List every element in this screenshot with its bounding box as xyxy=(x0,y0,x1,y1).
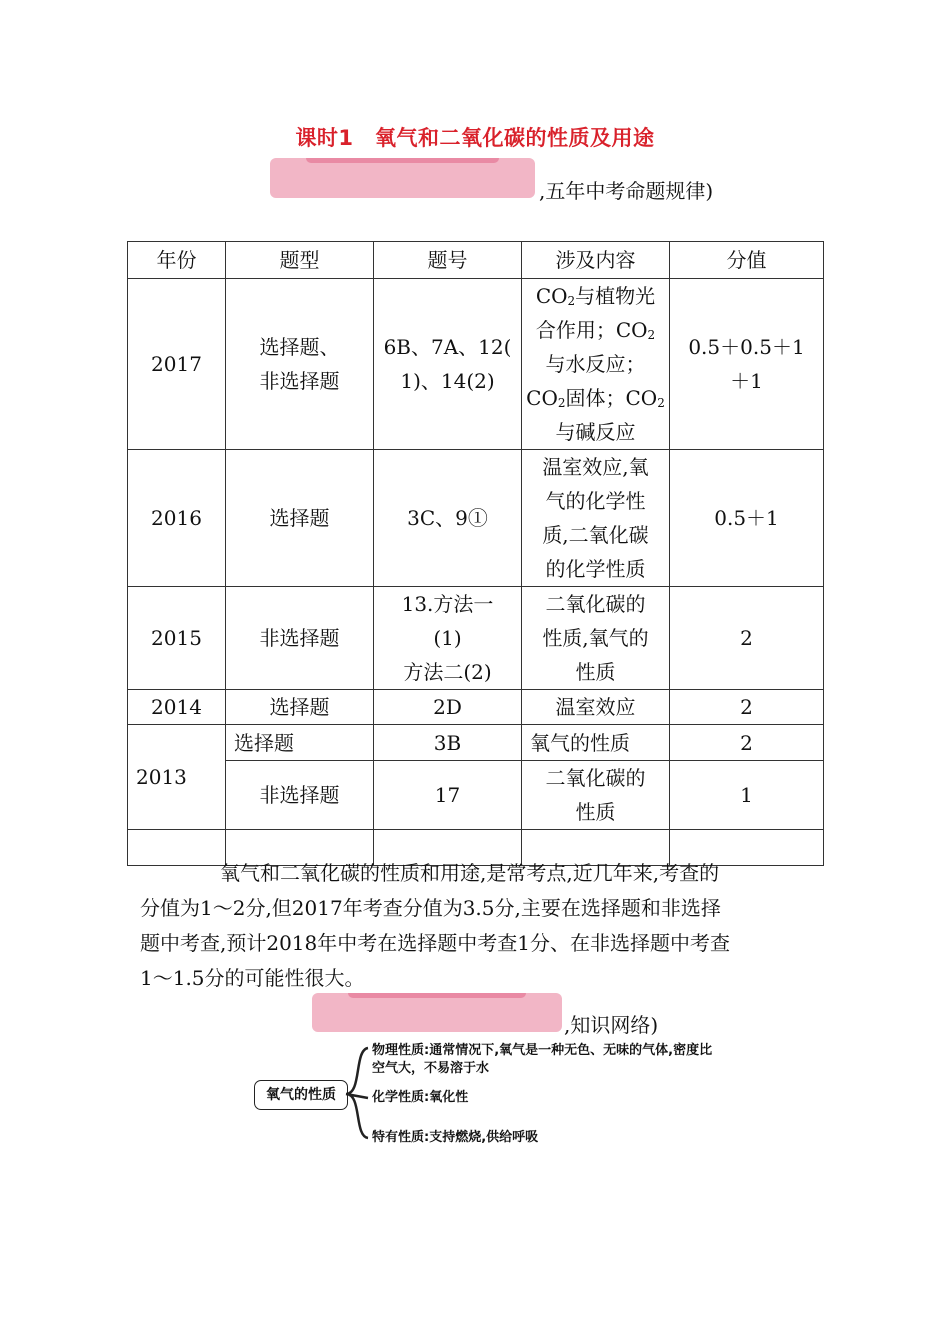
section-banner-exam-rules xyxy=(270,158,714,203)
header-cell: 涉及内容 xyxy=(522,242,670,279)
score-cell: 0.5＋1 xyxy=(670,450,824,587)
paragraph-line: 题中考查,预计2018年中考在选择题中考查1分、在非选择题中考查 xyxy=(140,931,730,955)
cell-line: 二氧化碳的 xyxy=(545,592,646,616)
cell-line: 选择题、 xyxy=(259,335,340,359)
year-cell: 2015 xyxy=(128,587,226,690)
cell-line: 与碱反应 xyxy=(555,420,636,444)
cell-line: (1) xyxy=(433,626,462,650)
subscript: 2 xyxy=(657,396,665,410)
score-cell: 2 xyxy=(670,690,824,725)
year-cell: 2013 xyxy=(128,725,226,830)
content-cell xyxy=(522,761,670,830)
score-cell: 2 xyxy=(670,587,824,690)
section-banner-knowledge-network xyxy=(312,993,659,1037)
table-row xyxy=(128,279,824,450)
content-cell: 温室效应 xyxy=(522,690,670,725)
cell-line: 性质 xyxy=(575,800,616,824)
year-cell: 2014 xyxy=(128,690,226,725)
content-text: 合作用；CO xyxy=(535,318,648,342)
year-cell: 2016 xyxy=(128,450,226,587)
table-row xyxy=(128,761,824,830)
mindmap-branch-chemical: 化学性质:氧化性 xyxy=(372,1090,469,1105)
header-cell: 年份 xyxy=(128,242,226,279)
cell-line: 二氧化碳的 xyxy=(545,766,646,790)
cell-line: 0.5＋0.5＋1 xyxy=(688,335,805,359)
cell-line xyxy=(525,381,666,415)
content-cell xyxy=(522,587,670,690)
cell-line: 性质,氧气的 xyxy=(542,626,649,650)
cell-line: 非选择题 xyxy=(259,369,340,393)
type-cell xyxy=(226,279,374,450)
exam-table xyxy=(127,241,824,866)
number-cell xyxy=(374,279,522,450)
cell-line: 1)、14(2) xyxy=(400,369,495,393)
banner-decoration xyxy=(312,993,562,1032)
content-text: 与植物光 xyxy=(575,284,656,308)
cell-line: 13.方法一 xyxy=(401,592,494,616)
section-heading-knowledge-network: ,知识网络) xyxy=(564,1013,659,1037)
score-cell: 1 xyxy=(670,761,824,830)
mindmap-branch-special: 特有性质:支持燃烧,供给呼吸 xyxy=(372,1130,539,1145)
table-row xyxy=(128,725,824,761)
content-cell xyxy=(522,450,670,587)
co2-text: CO xyxy=(535,284,568,308)
type-cell: 选择题 xyxy=(226,690,374,725)
table-header-row xyxy=(128,242,824,279)
subscript: 2 xyxy=(557,396,566,410)
mindmap-branch-physical xyxy=(372,1042,712,1078)
cell-line: ＋1 xyxy=(730,369,763,393)
branch-line: 空气大，不易溶于水 xyxy=(372,1061,490,1076)
score-cell: 2 xyxy=(670,725,824,761)
number-cell: 17 xyxy=(374,761,522,830)
type-cell: 非选择题 xyxy=(226,587,374,690)
header-cell: 题号 xyxy=(374,242,522,279)
paragraph-line: 1～1.5分的可能性很大。 xyxy=(140,966,365,990)
cell-line: 质,二氧化碳 xyxy=(542,523,649,547)
mindmap-center-node: 氧气的性质 xyxy=(254,1080,348,1110)
header-cell: 分值 xyxy=(670,242,824,279)
number-cell: 2D xyxy=(374,690,522,725)
page-title: 课时1 氧气和二氧化碳的性质及用途 xyxy=(295,126,655,150)
summary-paragraph xyxy=(140,856,812,996)
table-row xyxy=(128,450,824,587)
type-cell: 选择题 xyxy=(226,450,374,587)
subscript: 2 xyxy=(647,328,656,342)
score-cell xyxy=(670,279,824,450)
cell-line: 性质 xyxy=(575,660,616,684)
table-row xyxy=(128,587,824,690)
co2-text: CO xyxy=(526,386,558,410)
number-cell: 3C、9① xyxy=(374,450,522,587)
cell-line: 的化学性质 xyxy=(545,557,646,581)
section-heading-exam-rules: ,五年中考命题规律) xyxy=(539,179,714,203)
cell-line: 与水反应； xyxy=(545,352,646,376)
table-row xyxy=(128,690,824,725)
type-cell: 非选择题 xyxy=(226,761,374,830)
cell-line xyxy=(525,279,666,313)
subscript: 2 xyxy=(567,294,576,308)
cell-line: 气的化学性 xyxy=(545,489,646,513)
paragraph-line: 氧气和二氧化碳的性质和用途,是常考点,近几年来,考查的 xyxy=(220,861,720,885)
header-cell: 题型 xyxy=(226,242,374,279)
branch-line: 物理性质:通常情况下,氧气是一种无色、无味的气体,密度比 xyxy=(372,1043,713,1058)
number-cell: 3B xyxy=(374,725,522,761)
cell-line: 6B、7A、12( xyxy=(383,335,512,359)
banner-decoration xyxy=(270,158,535,198)
paragraph-line: 分值为1～2分,但2017年考查分值为3.5分,主要在选择题和非选择 xyxy=(140,896,721,920)
mindmap xyxy=(250,1030,770,1160)
cell-line: 温室效应,氧 xyxy=(542,455,649,479)
number-cell xyxy=(374,587,522,690)
cell-line xyxy=(525,313,666,347)
content-text: 固体；CO xyxy=(565,386,658,410)
content-cell xyxy=(522,279,670,450)
content-cell: 氧气的性质 xyxy=(522,725,670,761)
cell-line: 方法二(2) xyxy=(403,660,492,684)
type-cell: 选择题 xyxy=(226,725,374,761)
year-cell: 2017 xyxy=(128,279,226,450)
